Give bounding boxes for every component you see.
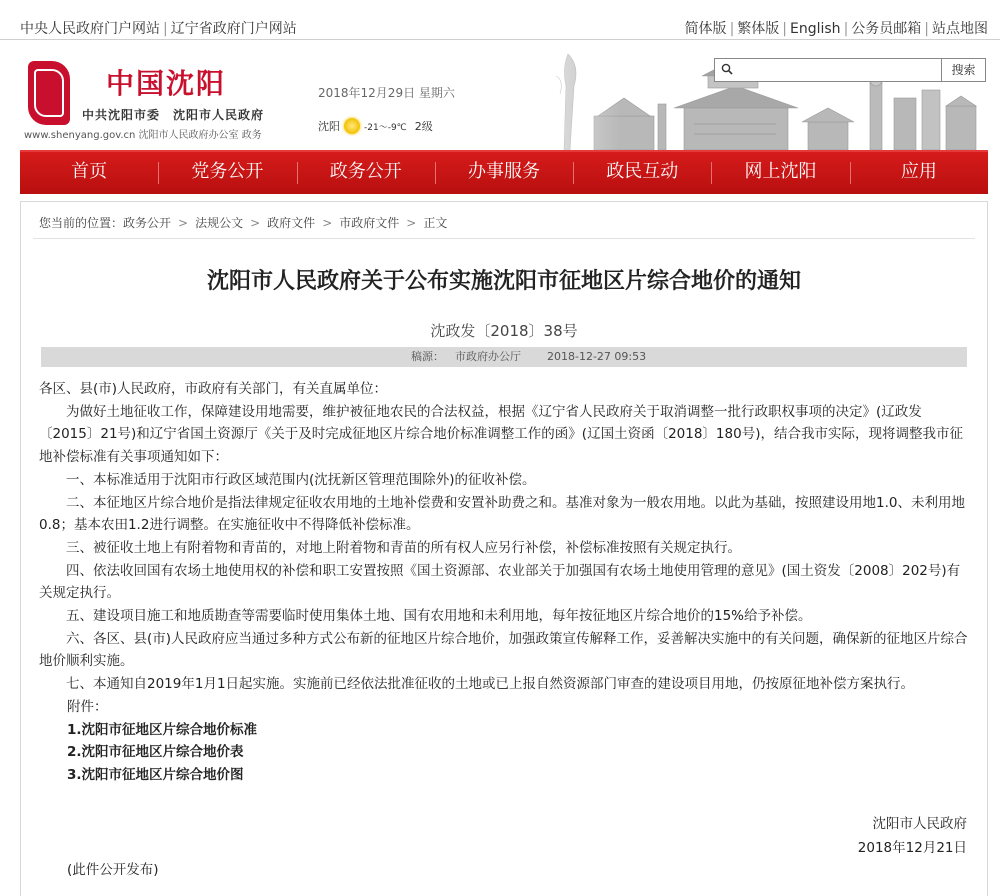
nav-home[interactable]: 首页 [71, 161, 108, 182]
breadcrumb-prefix: 您当前的位置： [39, 216, 124, 230]
divider: | [729, 21, 735, 37]
chevron-right-icon: > [178, 216, 189, 230]
link-simplified[interactable]: 简体版 [684, 21, 727, 37]
chevron-right-icon: > [322, 216, 333, 230]
link-traditional[interactable]: 繁体版 [737, 21, 780, 37]
link-english[interactable]: English [790, 21, 841, 37]
divider: | [843, 21, 849, 37]
search-button[interactable]: 搜索 [941, 59, 985, 81]
shenyang-logo[interactable] [28, 61, 70, 125]
paragraph: 七、本通知自2019年1月1日起实施。实施前已经依法批准征收的土地或已上报自然资源部门审查的建设项目用地，仍按原征地补偿方案执行。 [66, 676, 915, 693]
site-title[interactable]: 中国沈阳 [106, 67, 227, 100]
site-url: www.shenyang.gov.cn 沈阳市人民政府办公室 政务 [24, 130, 262, 141]
source-label: 稿源： [411, 350, 444, 363]
chevron-right-icon: > [406, 216, 417, 230]
main-nav [20, 150, 988, 194]
paragraph: 二、本征地区片综合地价是指法律规定征收农用地的土地补偿费和安置补助费之和。基准对象为一般农用地。以此为基础，按照建设用地1.0、未利用地0.8；基本农田1.2进行调整。在实施征收中不得降低补偿标准。 [39, 494, 965, 534]
nav-interaction[interactable]: 政民互动 [573, 152, 711, 194]
link-liaoning-gov[interactable]: 辽宁省政府门户网站 [170, 21, 297, 37]
article-title: 沈阳市人民政府关于公布实施沈阳市征地区片综合地价的通知 [206, 269, 801, 294]
sun-icon [344, 118, 360, 134]
link-central-gov[interactable]: 中央人民政府门户网站 [20, 21, 160, 37]
paragraph: 五、建设项目施工和地质勘查等需要临时使用集体土地、国有农用地和未利用地，每年按征地区片综合地价的15%给予补偿。 [66, 608, 812, 625]
weather-temp: -21～-9℃ [364, 122, 407, 133]
publish-datetime: 2018-12-27 09:53 [547, 350, 647, 363]
link-sitemap[interactable]: 站点地图 [932, 21, 988, 37]
site-subtitle: 中共沈阳市委 沈阳市人民政府 [82, 108, 265, 122]
source-value: 市政府办公厅 [455, 350, 521, 363]
attachment-link[interactable]: 1.沈阳市征地区片综合地价标准 [67, 721, 258, 738]
article-panel [20, 201, 988, 896]
logo-emblem [34, 69, 64, 117]
nav-party-affairs[interactable]: 党务公开 [158, 152, 296, 194]
attachment-link[interactable]: 3.沈阳市征地区片综合地价图 [67, 766, 244, 783]
article-meta-bar [41, 347, 967, 367]
article-body [39, 378, 969, 787]
paragraph: 一、本标准适用于沈阳市行政区域范围内(沈抚新区管理范围除外)的征收补偿。 [66, 471, 536, 488]
attachment-link[interactable]: 2.沈阳市征地区片综合地价表 [67, 744, 244, 761]
paragraph: 为做好土地征收工作，保障建设用地需要，维护被征地农民的合法权益，根据《辽宁省人民政府关于取消调整一批行政职权事项的决定》(辽政发〔2015〕21号)和辽宁省国土资源厅《关于及时完成征地区片综合地价标准调整工作的函》(辽国土资函〔2018〕180号)，结合我市实际，现将调整我市征地补偿标准有关事项通知如下： [39, 403, 963, 466]
paragraph: 六、各区、县(市)人民政府应当通过多种方式公布新的征地区片综合地价，加强政策宣传解释工作，妥善解决实施中的有关问题，确保新的征地区片综合地价顺利实施。 [39, 630, 968, 670]
attachments-label: 附件： [67, 698, 108, 715]
paragraph: 三、被征收土地上有附着物和青苗的，对地上附着物和青苗的所有权人应另行补偿，补偿标准按照有关规定执行。 [66, 539, 741, 556]
publish-note: (此件公开发布) [67, 862, 159, 878]
signature: 沈阳市人民政府 [872, 816, 967, 832]
document-number: 沈政发〔2018〕38号 [430, 322, 578, 340]
divider: | [163, 21, 168, 37]
breadcrumb-item[interactable]: 市政府文件 [339, 216, 400, 230]
nav-online-shenyang[interactable]: 网上沈阳 [711, 152, 849, 194]
chevron-right-icon: > [250, 216, 261, 230]
salutation: 各区、县(市)人民政府，市政府有关部门，有关直属单位： [39, 381, 388, 397]
signature-block [858, 812, 967, 860]
nav-services[interactable]: 办事服务 [435, 152, 573, 194]
weather-city: 沈阳 [318, 120, 340, 133]
divider [33, 238, 975, 239]
divider: | [782, 21, 787, 37]
site-header [20, 46, 988, 150]
top-links-left [20, 18, 297, 38]
paragraph: 四、依法收回国有农场土地使用权的补偿和职工安置按照《国土资源部、农业部关于加强国有农场土地使用管理的意见》(国土资发〔2008〕202号)有关规定执行。 [39, 562, 961, 602]
breadcrumb-current: 正文 [423, 216, 448, 230]
breadcrumb-item[interactable]: 政府文件 [267, 216, 316, 230]
current-date: 2018年12月29日 星期六 [318, 86, 455, 100]
nav-apps[interactable]: 应用 [850, 152, 988, 194]
top-links-bar [0, 0, 1000, 40]
search-input[interactable] [737, 61, 937, 79]
weather-wind: 2级 [414, 120, 433, 133]
divider: | [924, 21, 929, 37]
search-box [714, 58, 986, 82]
search-icon [721, 63, 733, 75]
sign-date: 2018年12月21日 [857, 840, 967, 856]
link-mailbox[interactable]: 公务员邮箱 [851, 21, 922, 37]
top-links-right [685, 18, 988, 38]
weather-widget [318, 118, 433, 134]
breadcrumb [39, 214, 447, 231]
breadcrumb-item[interactable]: 法规公文 [195, 216, 244, 230]
breadcrumb-item[interactable]: 政务公开 [123, 216, 172, 230]
nav-government-affairs[interactable]: 政务公开 [297, 152, 435, 194]
